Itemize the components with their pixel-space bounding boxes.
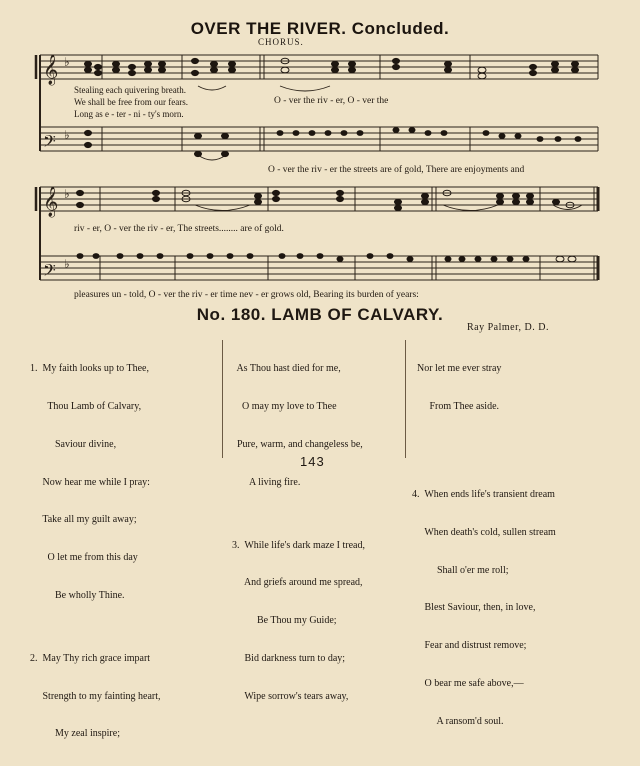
verse-line: Saviour divine, xyxy=(30,438,117,450)
staff-treble-1 xyxy=(40,55,598,79)
lyrics-s1-line3: Long as e - ter - ni - ty's morn. xyxy=(74,109,184,119)
verse-line: Take all my guilt away; xyxy=(30,514,137,526)
verse-line: A living fire. xyxy=(232,476,301,488)
verse-line: Be wholly Thine. xyxy=(30,589,125,601)
verse-line: O bear me safe above,— xyxy=(412,678,524,690)
lyrics-s1-chorus: O - ver the riv - er, O - ver the xyxy=(274,96,389,106)
svg-text:♭: ♭ xyxy=(64,187,70,201)
verse-line: Blest Saviour, then, in love, xyxy=(412,602,536,614)
svg-text:𝄢: 𝄢 xyxy=(43,131,56,155)
hymn-title: No. 180. LAMB OF CALVARY. xyxy=(196,305,444,324)
lyrics-s2-bass: pleasures un - told, O - ver the riv - er time nev - er grows old, Bearing its burden of years: xyxy=(74,290,419,300)
page-number: 143 xyxy=(300,454,325,469)
verse-line: Fear and distrust remove; xyxy=(412,640,527,652)
verse-line: Bid darkness turn to day; xyxy=(232,652,346,664)
verse-line: My zeal inspire; xyxy=(30,728,120,740)
verse-line: And griefs around me spread, xyxy=(232,577,363,589)
verse-line: 4. When ends life's transient dream xyxy=(412,489,555,501)
svg-text:𝄢: 𝄢 xyxy=(43,260,56,284)
notes-s1-bass xyxy=(85,128,582,157)
lyrics-s1-line1: Stealing each quivering breath. xyxy=(74,85,186,95)
svg-text:♭: ♭ xyxy=(64,257,70,271)
lyrics-s1-bass: O - ver the riv - er the streets are of gold, There are enjoyments and xyxy=(268,165,525,175)
verse-line: Shall o'er me roll; xyxy=(412,564,509,576)
verse-line: O let me from this day xyxy=(30,552,138,564)
verse-line: From Thee aside. xyxy=(412,400,500,412)
verse-line: O may my love to Thee xyxy=(232,400,337,412)
svg-text:♭: ♭ xyxy=(64,55,70,69)
verse-line: Pure, warm, and changeless be, xyxy=(232,438,363,450)
svg-text:♭: ♭ xyxy=(64,128,70,142)
page-header-title: OVER THE RIVER. Concluded. xyxy=(190,19,450,38)
staff-bass-2 xyxy=(40,256,598,280)
verse-line: A ransom'd soul. xyxy=(412,715,504,727)
chorus-label: CHORUS. xyxy=(258,37,304,47)
staff-bass-1 xyxy=(40,127,598,151)
verse-line: Nor let me ever stray xyxy=(412,363,502,375)
notes-s2-bass xyxy=(77,254,576,262)
verse-line: Be Thou my Guide; xyxy=(232,615,337,627)
verse-line: 2. May Thy rich grace impart xyxy=(30,652,151,664)
svg-text:𝄞: 𝄞 xyxy=(43,55,59,85)
verse-column-3 xyxy=(412,338,556,754)
column-divider xyxy=(405,340,406,458)
verse-column-1 xyxy=(30,338,161,766)
verse-line: Strength to my fainting heart, xyxy=(30,690,161,702)
verse-line: As Thou hast died for me, xyxy=(232,363,341,375)
svg-text:𝄞: 𝄞 xyxy=(43,187,59,217)
verse-line: Thou Lamb of Calvary, xyxy=(30,400,142,412)
hymn-author: Ray Palmer, D. D. xyxy=(467,322,549,333)
verse-line: Wipe sorrow's tears away, xyxy=(232,690,349,702)
column-divider xyxy=(222,340,223,458)
verse-line: When death's cold, sullen stream xyxy=(412,526,556,538)
verse-line: 3. While life's dark maze I tread, xyxy=(232,539,365,551)
lyrics-s1-line2: We shall be free from our fears. xyxy=(74,97,188,107)
verse-line: 1. My faith looks up to Thee, xyxy=(30,363,149,375)
verse-column-2 xyxy=(232,338,365,728)
lyrics-s2: riv - er, O - ver the riv - er, The streets........ are of gold. xyxy=(74,224,284,234)
staff-treble-2 xyxy=(40,187,598,211)
verse-line: Now hear me while I pray: xyxy=(30,476,150,488)
